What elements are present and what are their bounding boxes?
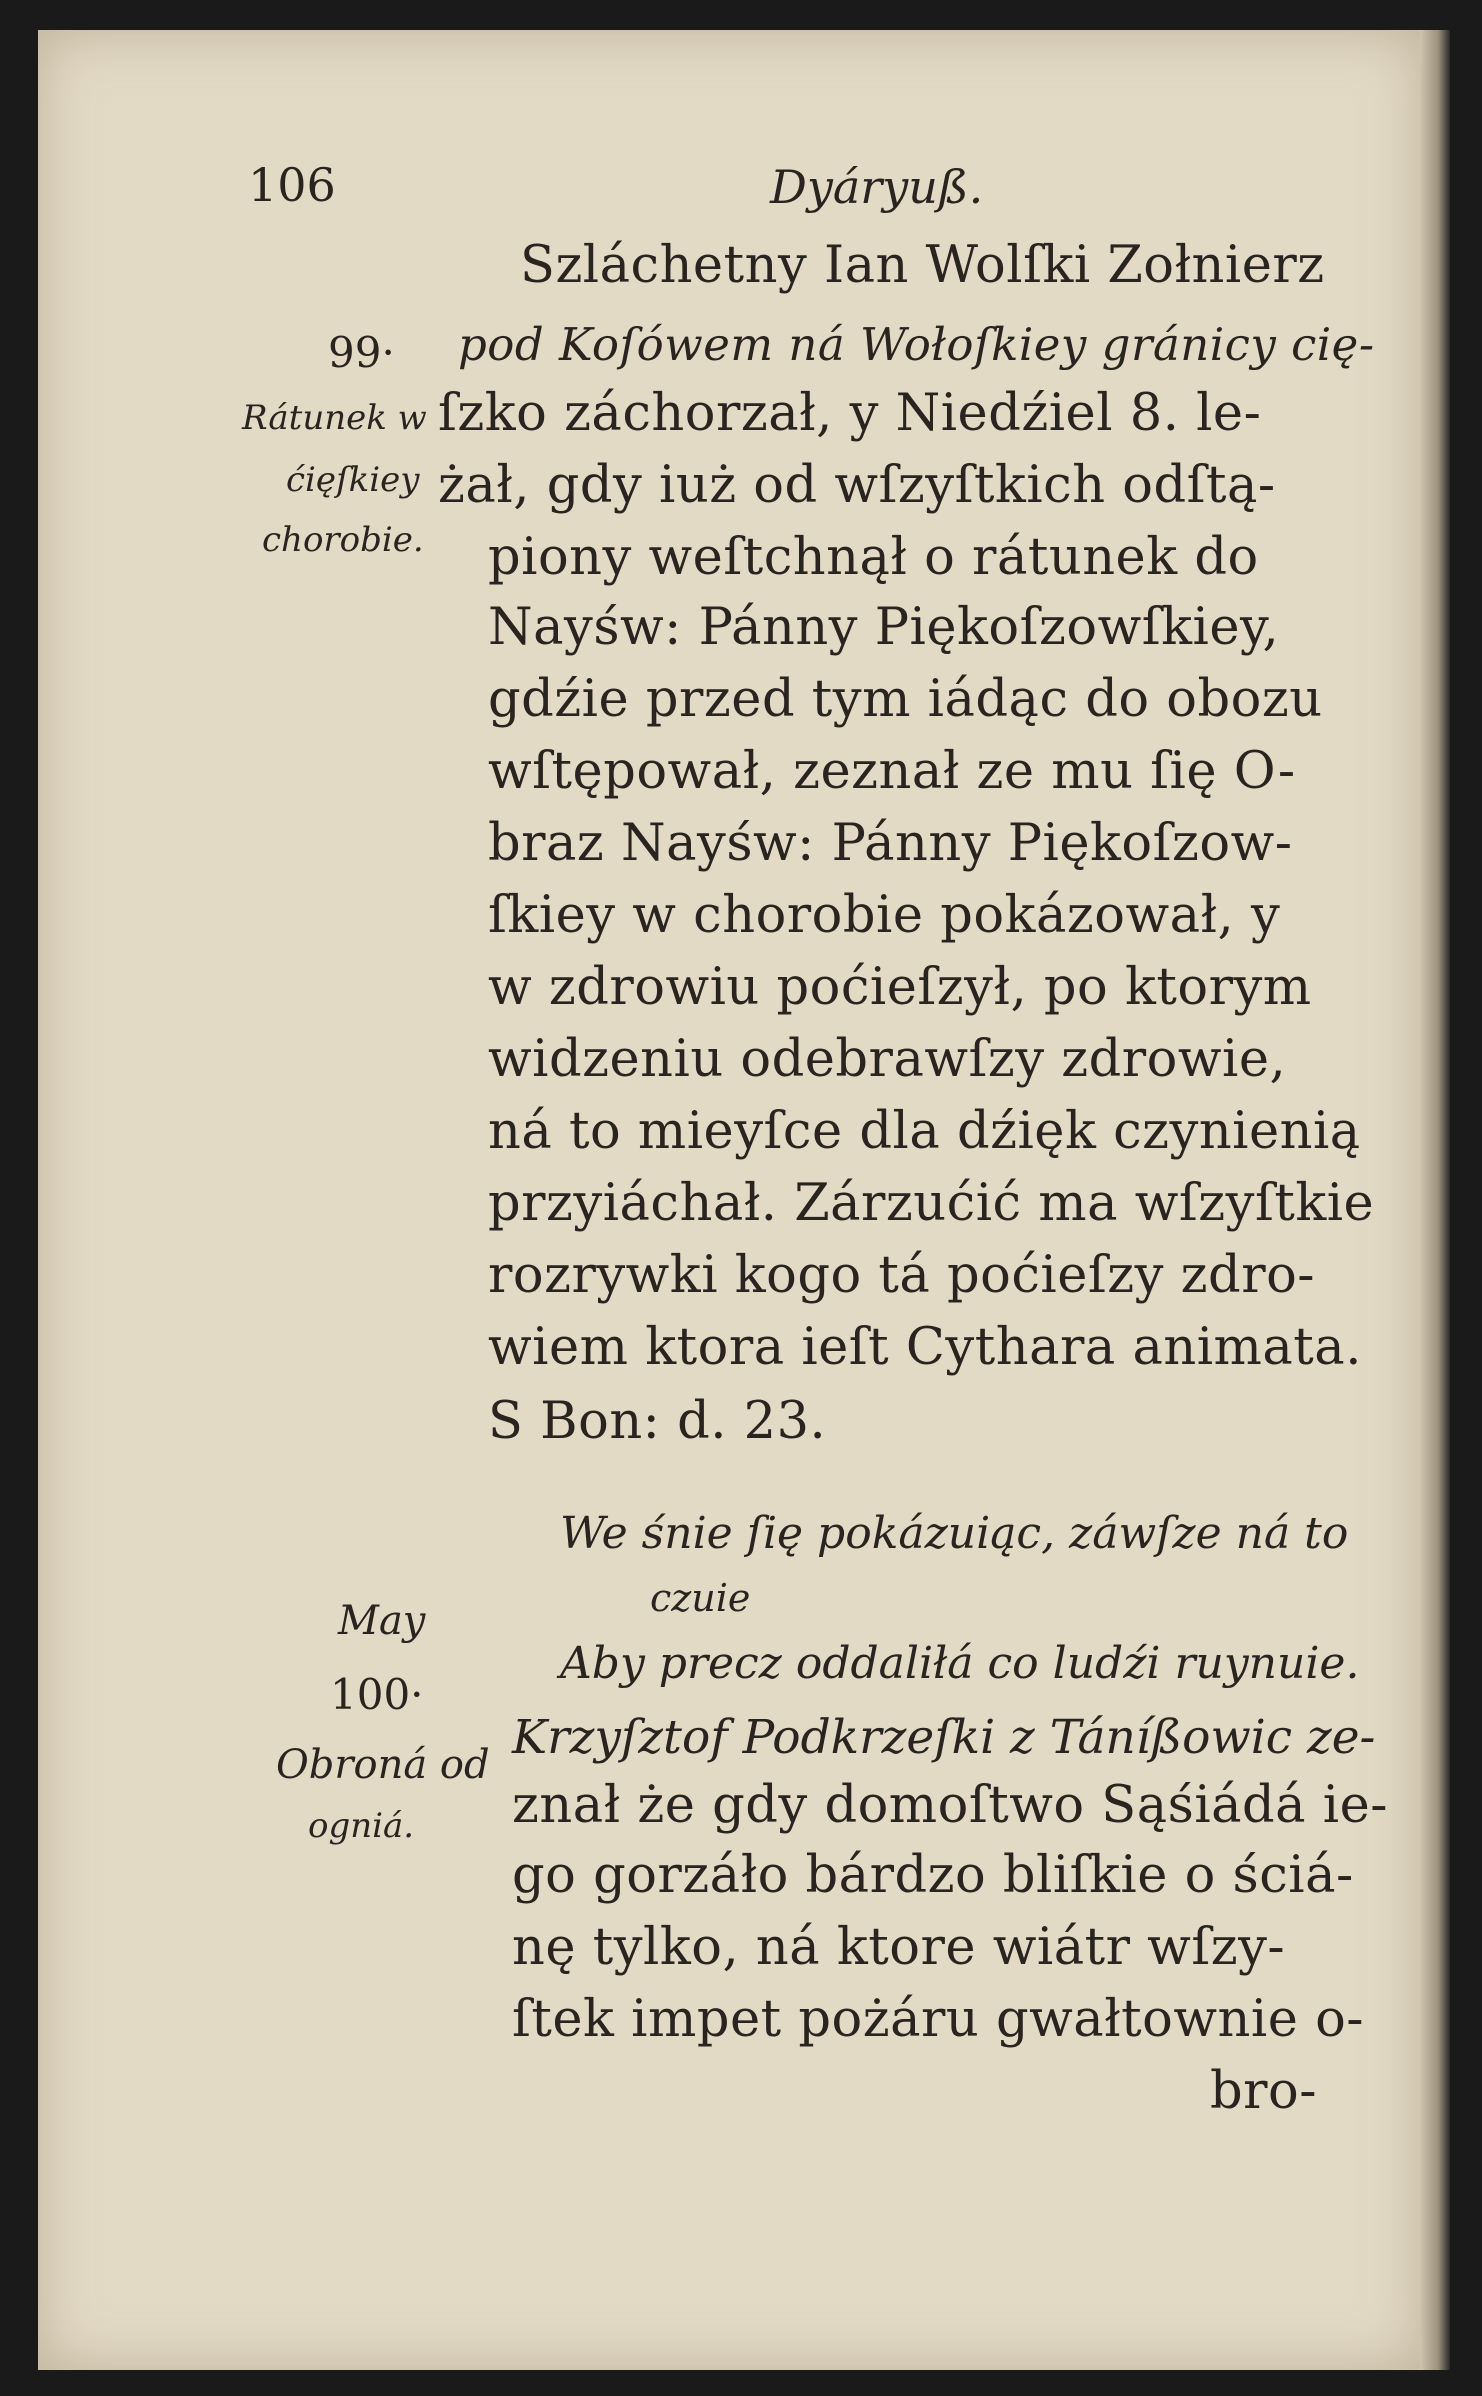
body-line: braz Nayśw: Pánny Piękoſzow- bbox=[488, 814, 1293, 873]
body-line: ſzko záchorzał, y Niedźiel 8. le- bbox=[438, 384, 1262, 443]
book-gutter bbox=[1420, 30, 1450, 2370]
body-line: S Bon: d. 23. bbox=[488, 1392, 827, 1451]
margin-note: ćięſkiey bbox=[286, 460, 420, 500]
margin-note-number: 100· bbox=[330, 1670, 424, 1719]
body-line: wiem ktora ieſt Cythara animata. bbox=[488, 1318, 1362, 1377]
body-line: widzeniu odebrawſzy zdrowie, bbox=[488, 1030, 1287, 1089]
body-line: Krzyſztof Podkrzeſki z Táníßowic ze- bbox=[512, 1710, 1376, 1765]
body-line: przyiáchał. Zárzućić ma wſzyſtkie bbox=[488, 1174, 1375, 1233]
verse-line: czuie bbox=[650, 1576, 751, 1620]
body-line: pod Koſówem ná Wołoſkiey gránicy cię- bbox=[458, 318, 1375, 371]
verse-line: Aby precz oddaliłá co ludźi ruynuie. bbox=[560, 1638, 1360, 1689]
margin-note: Obroná od bbox=[276, 1742, 490, 1788]
margin-note-number: 99· bbox=[328, 328, 395, 377]
body-line: nę tylko, ná ktore wiátr wſzy- bbox=[512, 1918, 1286, 1977]
body-line: go gorzáło bárdzo bliſkie o ściá- bbox=[512, 1846, 1354, 1905]
page-number: 106 bbox=[248, 158, 336, 212]
margin-note: Rátunek w bbox=[242, 398, 427, 438]
margin-note: ogniá. bbox=[308, 1806, 415, 1846]
verse-line: We śnie ſię pokázuiąc, záwſze ná to bbox=[560, 1508, 1349, 1559]
body-line: gdźie przed tym iádąc do obozu bbox=[488, 670, 1323, 729]
body-line: ſtek impet pożáru gwałtownie o- bbox=[512, 1990, 1365, 2049]
margin-note-month: May bbox=[338, 1598, 426, 1644]
body-line: Szláchetny Ian Wolſki Zołnierz bbox=[520, 236, 1325, 295]
body-line: żał, gdy iuż od wſzyſtkich odſtą- bbox=[438, 456, 1276, 515]
body-line: w zdrowiu poćieſzył, po ktorym bbox=[488, 958, 1312, 1017]
margin-note: chorobie. bbox=[262, 520, 424, 560]
body-line: rozrywki kogo tá poćieſzy zdro- bbox=[488, 1246, 1316, 1305]
body-line: Nayśw: Pánny Piękoſzowſkiey, bbox=[488, 598, 1280, 657]
catchword: bro- bbox=[1210, 2062, 1317, 2121]
body-line: piony weſtchnął o rátunek do bbox=[488, 528, 1259, 587]
body-line: ná to mieyſce dla dźięk czynienią bbox=[488, 1102, 1361, 1161]
running-title: Dyáryuß. bbox=[770, 160, 984, 214]
body-line: ſkiey w chorobie pokázował, y bbox=[488, 886, 1281, 945]
body-line: wſtępował, zeznał ze mu ſię O- bbox=[488, 742, 1296, 801]
body-line: znał że gdy domoſtwo Sąśiádá ie- bbox=[512, 1776, 1389, 1835]
